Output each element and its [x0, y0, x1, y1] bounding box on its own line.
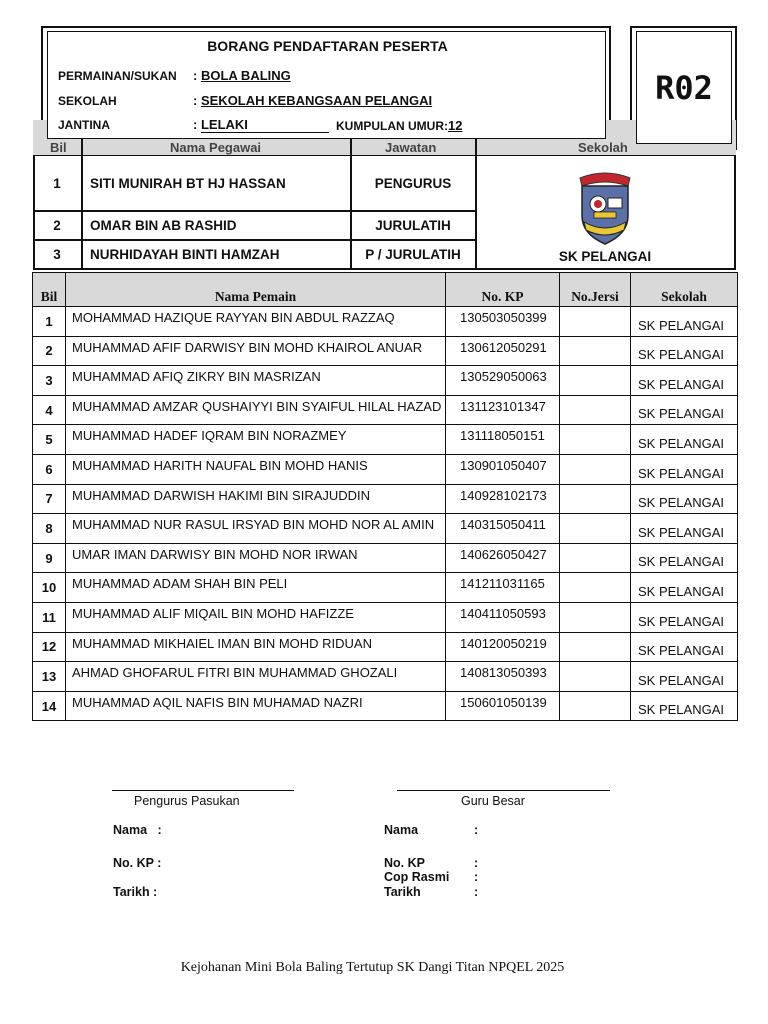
player-no-kp: 140411050593	[446, 602, 560, 632]
sport-row	[193, 68, 291, 83]
officials-header-nama: Nama Pegawai	[170, 140, 262, 155]
table-row	[33, 543, 738, 573]
guru-besar-cop-colon: :	[474, 870, 479, 884]
header-no-jersi: No.Jersi	[560, 273, 631, 307]
form-code: R02	[636, 31, 732, 144]
table-row	[33, 632, 738, 662]
header-box	[47, 31, 606, 139]
pengurus-nama-label: Nama :	[113, 823, 162, 837]
table-row	[33, 395, 738, 425]
age-group-label: KUMPULAN UMUR:	[336, 119, 448, 133]
player-no-kp: 130529050063	[446, 366, 560, 396]
player-bil: 12	[33, 632, 66, 662]
player-bil: 1	[33, 307, 66, 337]
guru-besar-tarikh-colon: :	[474, 885, 479, 899]
age-group-row	[336, 118, 462, 133]
players-table	[32, 272, 738, 721]
table-row	[33, 514, 738, 544]
table-row	[33, 336, 738, 366]
player-nama: MUHAMMAD AFIF DARWISY BIN MOHD KHAIROL ANUAR	[66, 336, 446, 366]
table-row	[33, 484, 738, 514]
players-header-row	[33, 273, 738, 307]
table-row	[33, 454, 738, 484]
officials-divider	[81, 120, 83, 270]
school-value: SEKOLAH KEBANGSAAN PELANGAI	[200, 93, 433, 108]
official-jawatan: JURULATIH	[375, 217, 451, 233]
player-no-kp: 150601050139	[446, 691, 560, 721]
player-sekolah: SK PELANGAI	[631, 395, 738, 425]
player-bil: 8	[33, 514, 66, 544]
player-no-kp: 130612050291	[446, 336, 560, 366]
player-bil: 7	[33, 484, 66, 514]
player-no-kp: 131123101347	[446, 395, 560, 425]
official-bil: 1	[53, 175, 61, 191]
player-no-kp: 140315050411	[446, 514, 560, 544]
signature-line-pengurus	[112, 790, 294, 791]
player-sekolah: SK PELANGAI	[631, 691, 738, 721]
header-bil: Bil	[33, 273, 66, 307]
school-crest-icon	[574, 168, 636, 246]
gender-label: JANTINA	[58, 118, 111, 132]
player-no-jersi	[560, 395, 631, 425]
player-nama: MUHAMMAD MIKHAIEL IMAN BIN MOHD RIDUAN	[66, 632, 446, 662]
footer-text: Kejohanan Mini Bola Baling Tertutup SK Dangi Titan NPQEL 2025	[180, 960, 565, 975]
form-title: BORANG PENDAFTARAN PESERTA	[207, 38, 448, 54]
player-sekolah: SK PELANGAI	[631, 602, 738, 632]
table-row	[33, 691, 738, 721]
player-nama: MUHAMMAD AFIQ ZIKRY BIN MASRIZAN	[66, 366, 446, 396]
player-sekolah: SK PELANGAI	[631, 307, 738, 337]
school-row	[193, 93, 432, 108]
player-no-jersi	[560, 602, 631, 632]
player-no-jersi	[560, 336, 631, 366]
player-nama: UMAR IMAN DARWISY BIN MOHD NOR IRWAN	[66, 543, 446, 573]
table-row	[33, 573, 738, 603]
guru-besar-nama-label: Nama	[384, 823, 419, 837]
gender-row	[193, 117, 329, 133]
player-sekolah: SK PELANGAI	[631, 662, 738, 692]
school-colon: :	[193, 93, 198, 108]
player-nama: MOHAMMAD HAZIQUE RAYYAN BIN ABDUL RAZZAQ	[66, 307, 446, 337]
player-no-kp: 130901050407	[446, 454, 560, 484]
player-bil: 14	[33, 691, 66, 721]
player-no-jersi	[560, 514, 631, 544]
officials-school: SK PELANGAI	[558, 248, 652, 264]
table-row	[33, 602, 738, 632]
official-nama: OMAR BIN AB RASHID	[90, 217, 237, 233]
official-nama: SITI MUNIRAH BT HJ HASSAN	[90, 175, 286, 191]
header-nama-pemain: Nama Pemain	[66, 273, 446, 307]
gender-colon: :	[193, 117, 198, 132]
player-sekolah: SK PELANGAI	[631, 425, 738, 455]
player-bil: 2	[33, 336, 66, 366]
player-no-kp: 140813050393	[446, 662, 560, 692]
officials-header-sekolah: Sekolah	[578, 140, 628, 155]
guru-besar-tarikh-label: Tarikh	[384, 885, 421, 899]
pengurus-kp-label: No. KP :	[113, 856, 162, 870]
player-no-kp: 140928102173	[446, 484, 560, 514]
player-nama: MUHAMMAD AQIL NAFIS BIN MUHAMAD NAZRI	[66, 691, 446, 721]
player-no-jersi	[560, 366, 631, 396]
pengurus-tarikh-label: Tarikh :	[113, 885, 158, 899]
player-sekolah: SK PELANGAI	[631, 336, 738, 366]
player-no-jersi	[560, 543, 631, 573]
player-bil: 3	[33, 366, 66, 396]
player-no-jersi	[560, 662, 631, 692]
player-bil: 10	[33, 573, 66, 603]
table-row	[33, 366, 738, 396]
guru-besar-cop-label: Cop Rasmi	[384, 870, 450, 884]
player-bil: 6	[33, 454, 66, 484]
player-no-jersi	[560, 454, 631, 484]
player-no-kp: 140120050219	[446, 632, 560, 662]
player-sekolah: SK PELANGAI	[631, 366, 738, 396]
player-bil: 9	[33, 543, 66, 573]
player-no-jersi	[560, 691, 631, 721]
gender-value: LELAKI	[201, 117, 329, 133]
player-sekolah: SK PELANGAI	[631, 573, 738, 603]
player-sekolah: SK PELANGAI	[631, 514, 738, 544]
player-no-jersi	[560, 573, 631, 603]
official-jawatan: P / JURULATIH	[365, 246, 461, 262]
header-no-kp: No. KP	[446, 273, 560, 307]
school-label: SEKOLAH	[58, 94, 117, 108]
player-no-kp: 130503050399	[446, 307, 560, 337]
guru-besar-kp-label: No. KP	[384, 856, 425, 870]
player-no-kp: 131118050151	[446, 425, 560, 455]
official-nama: NURHIDAYAH BINTI HAMZAH	[90, 246, 280, 262]
player-no-kp: 141211031165	[446, 573, 560, 603]
player-nama: MUHAMMAD DARWISH HAKIMI BIN SIRAJUDDIN	[66, 484, 446, 514]
player-no-kp: 140626050427	[446, 543, 560, 573]
player-nama: MUHAMMAD ADAM SHAH BIN PELI	[66, 573, 446, 603]
age-group-value: 12	[447, 118, 463, 133]
player-sekolah: SK PELANGAI	[631, 484, 738, 514]
player-no-jersi	[560, 632, 631, 662]
sport-label: PERMAINAN/SUKAN	[58, 69, 177, 83]
player-bil: 13	[33, 662, 66, 692]
player-nama: MUHAMMAD AMZAR QUSHAIYYI BIN SYAIFUL HILAL HAZAD	[66, 395, 446, 425]
guru-besar-kp-colon: :	[474, 856, 479, 870]
table-row	[33, 662, 738, 692]
player-bil: 11	[33, 602, 66, 632]
player-no-jersi	[560, 484, 631, 514]
player-sekolah: SK PELANGAI	[631, 454, 738, 484]
guru-besar-nama-colon: :	[474, 823, 479, 837]
player-no-jersi	[560, 307, 631, 337]
officials-header-bil: Bil	[50, 140, 67, 155]
player-nama: MUHAMMAD NUR RASUL IRSYAD BIN MOHD NOR AL AMIN	[66, 514, 446, 544]
player-sekolah: SK PELANGAI	[631, 543, 738, 573]
player-nama: MUHAMMAD ALIF MIQAIL BIN MOHD HAFIZZE	[66, 602, 446, 632]
player-nama: MUHAMMAD HARITH NAUFAL BIN MOHD HANIS	[66, 454, 446, 484]
sport-colon: :	[193, 68, 198, 83]
player-sekolah: SK PELANGAI	[631, 632, 738, 662]
official-bil: 3	[53, 246, 61, 262]
player-bil: 5	[33, 425, 66, 455]
player-nama: AHMAD GHOFARUL FITRI BIN MUHAMMAD GHOZALI	[66, 662, 446, 692]
player-bil: 4	[33, 395, 66, 425]
player-nama: MUHAMMAD HADEF IQRAM BIN NORAZMEY	[66, 425, 446, 455]
header-sekolah: Sekolah	[631, 273, 738, 307]
signature-caption-guru-besar: Guru Besar	[461, 794, 525, 808]
signature-line-guru-besar	[397, 790, 610, 791]
official-bil: 2	[53, 217, 61, 233]
official-jawatan: PENGURUS	[374, 175, 452, 191]
officials-header-jawatan: Jawatan	[385, 140, 437, 155]
player-no-jersi	[560, 425, 631, 455]
table-row	[33, 307, 738, 337]
table-row	[33, 425, 738, 455]
signature-caption-pengurus: Pengurus Pasukan	[134, 794, 240, 808]
sport-value: BOLA BALING	[200, 68, 291, 83]
